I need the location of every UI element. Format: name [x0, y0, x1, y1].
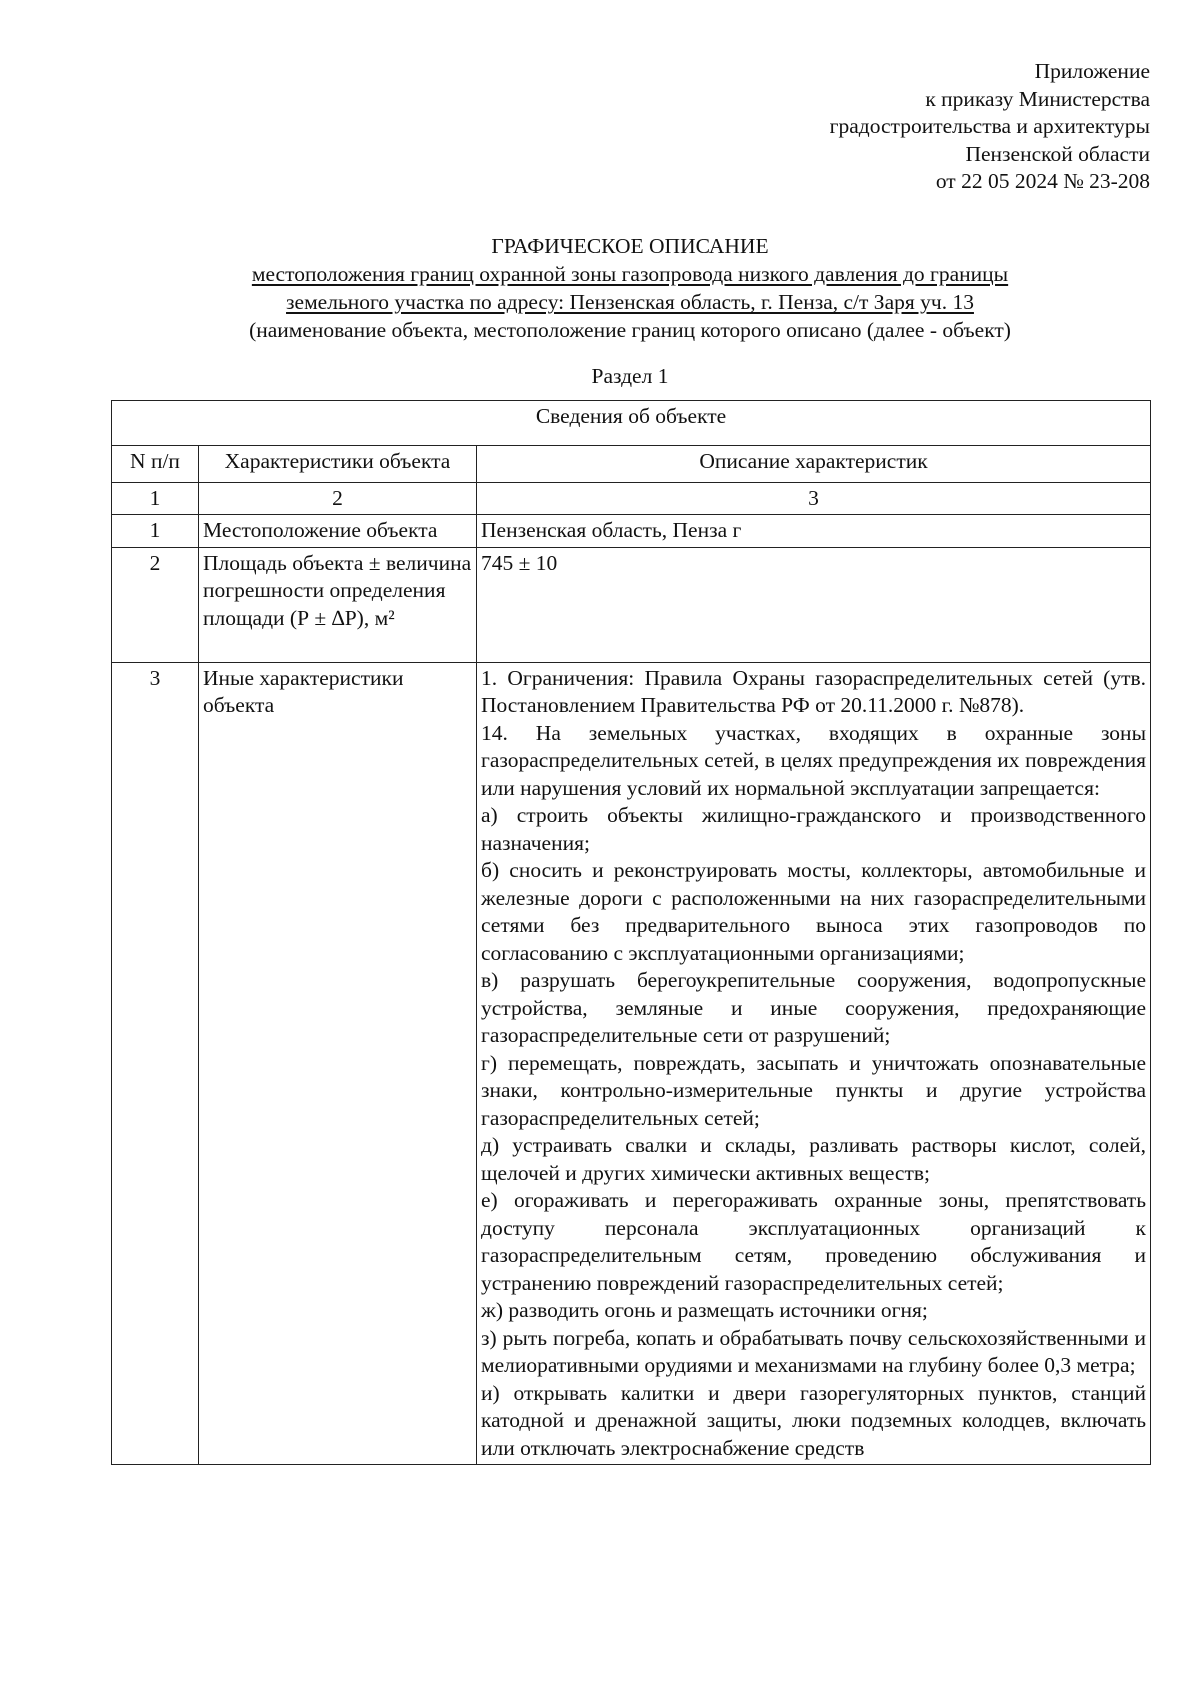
row-number: 1	[112, 515, 199, 548]
restriction-paragraph: б) сносить и реконструировать мосты, коллекторы, автомобильные и железные дороги с расположенными на них газораспределительными сетями без предварительного выноса этих газопроводов по согласованию с эксплуатационными организациями;	[481, 858, 1147, 965]
restriction-paragraph: 1. Ограничения: Правила Охраны газораспределительных сетей (утв. Постановлением Правительства РФ от 20.11.2000 г. №878).	[481, 665, 1147, 717]
header-number: N п/п	[112, 446, 199, 483]
row-characteristic: Площадь объекта ± величина погрешности определения площади (Р ± ∆Р), м²	[199, 547, 477, 662]
table-caption: Сведения об объекте	[112, 401, 1151, 446]
row-characteristic: Местоположение объекта	[199, 515, 477, 548]
table-row	[112, 515, 1151, 548]
approval-date-number: от 22 05 2024 № 23-208	[935, 169, 1150, 193]
object-description-line: местоположения границ охранной зоны газопровода низкого давления до границы	[251, 262, 1009, 286]
column-number: 1	[112, 483, 199, 515]
document-heading	[111, 232, 1149, 344]
restriction-paragraph: в) разрушать берегоукрепительные сооружения, водопропускные устройства, земляные и иные сооружения, предохраняющие газораспределительные сети от разрушений;	[481, 968, 1147, 1047]
row-characteristic: Иные характеристики объекта	[199, 662, 477, 1465]
row-number: 2	[112, 547, 199, 662]
object-info-table	[111, 400, 1151, 1465]
table-row	[112, 547, 1151, 662]
header-characteristic: Характеристики объекта	[199, 446, 477, 483]
column-number: 3	[477, 483, 1151, 515]
restriction-paragraph: ж) разводить огонь и размещать источники огня;	[481, 1298, 928, 1322]
approval-block	[830, 58, 1150, 196]
document-title: ГРАФИЧЕСКОЕ ОПИСАНИЕ	[491, 234, 769, 258]
restriction-paragraph: г) перемещать, повреждать, засыпать и уничтожать опознавательные знаки, контрольно-измерительные пункты и другие устройства газораспределительных сетей;	[481, 1050, 1147, 1130]
row-description	[477, 662, 1151, 1465]
approval-line: градостроительства и архитектуры	[829, 114, 1150, 138]
column-number: 2	[199, 483, 477, 515]
table-caption-row	[112, 401, 1151, 446]
restriction-paragraph: д) устраивать свалки и склады, разливать растворы кислот, солей, щелочей и других химически активных веществ;	[481, 1133, 1147, 1185]
restriction-paragraph: а) строить объекты жилищно-гражданского и производственного назначения;	[481, 803, 1147, 855]
section-label: Раздел 1	[591, 364, 669, 388]
object-description-line: земельного участка по адресу: Пензенская область, г. Пенза, с/т Заря уч. 13	[286, 290, 974, 314]
object-note: (наименование объекта, местоположение границ которого описано (далее - объект)	[249, 318, 1011, 342]
restriction-paragraph: з) рыть погреба, копать и обрабатывать почву сельскохозяйственными и мелиоративными орудиями и механизмами на глубину более 0,3 метра;	[481, 1325, 1147, 1377]
approval-line: Пензенской области	[965, 141, 1150, 166]
row-number: 3	[112, 662, 199, 1465]
table-header-row	[112, 446, 1151, 483]
restriction-paragraph: 14. На земельных участках, входящих в охранные зоны газораспределительных сетей, в целях предупреждения их повреждения или нарушения условий их нормальной эксплуатации запрещается:	[481, 720, 1147, 800]
table-row	[112, 662, 1151, 1465]
column-number-row	[112, 483, 1151, 515]
restriction-paragraph: и) открывать калитки и двери газорегуляторных пунктов, станций катодной и дренажной защиты, люки подземных колодцев, включать или отключать электроснабжение средств	[481, 1380, 1147, 1460]
header-description: Описание характеристик	[477, 446, 1151, 483]
restriction-paragraph: е) огораживать и перегораживать охранные зоны, препятствовать доступу персонала эксплуатационных организаций к газораспределительным сетям, проведению обслуживания и устранению повреждений газораспределительных сетей;	[481, 1188, 1147, 1295]
row-description: Пензенская область, Пенза г	[477, 515, 1151, 548]
approval-line: к приказу Министерства	[925, 86, 1150, 111]
approval-line: Приложение	[1034, 59, 1150, 83]
row-description: 745 ± 10	[477, 547, 1151, 662]
